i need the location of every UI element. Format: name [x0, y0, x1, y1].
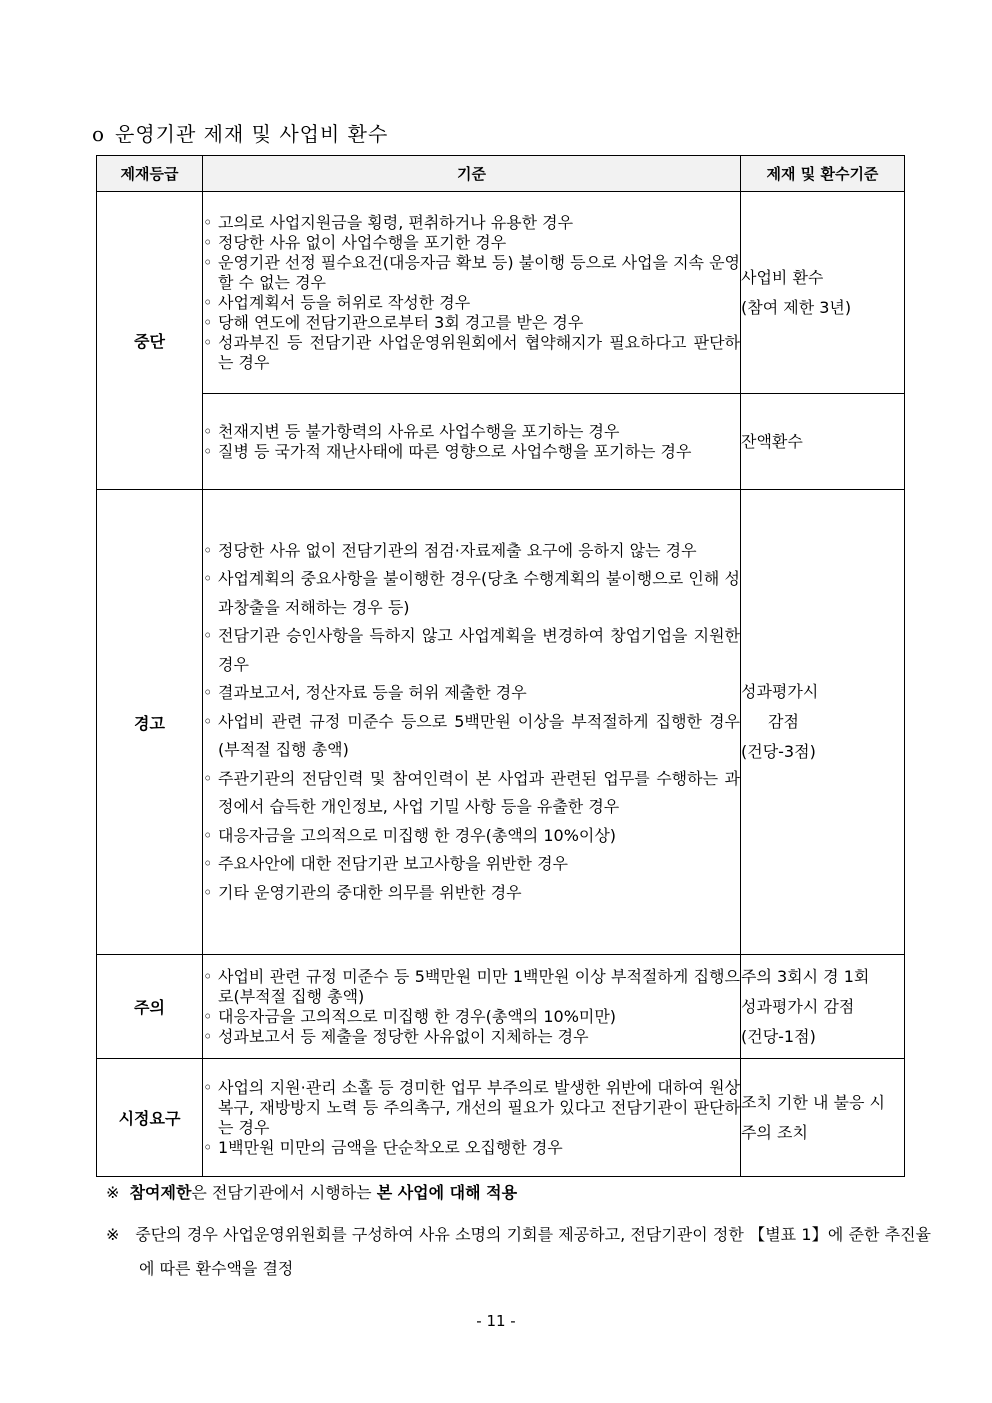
- standard-line: (건당-3점): [741, 742, 816, 761]
- criteria-list: [203, 213, 740, 373]
- criteria-cell: [203, 1059, 741, 1177]
- list-item: ◦ 질병 등 국가적 재난사태에 따른 영향으로 사업수행을 포기하는 경우: [203, 441, 692, 461]
- criteria-cell: [203, 192, 741, 394]
- standard-line: 주의 3회시 경 1회: [741, 966, 870, 986]
- note-bold-scope: 본 사업에 대해 적용: [376, 1183, 518, 1202]
- criteria-cell: [203, 394, 741, 490]
- section-marker: o: [92, 122, 106, 146]
- list-item: ◦ 사업의 지원·관리 소홀 등 경미한 업무 부주의로 발생한 위반에 대하여 원상복구, 재방방지 노력 등 주의촉구, 개선의 필요가 있다고 전담기관이 판단하는 경우: [203, 1077, 740, 1137]
- note-mark: ※: [106, 1183, 120, 1202]
- list-item: ◦ 주요사안에 대한 전담기관 보고사항을 위반한 경우: [203, 854, 569, 874]
- list-item: ◦ 사업비 관련 규정 미준수 등으로 5백만원 이상을 부적절하게 집행한 경우(부적절 집행 총액): [203, 711, 740, 760]
- grade-cell-caution: 주의: [97, 955, 203, 1059]
- list-item: ◦ 대응자금을 고의적으로 미집행 한 경우(총액의 10%이상): [203, 825, 617, 845]
- header-grade: 제재등급: [97, 156, 203, 192]
- grade-cell-correction: 시정요구: [97, 1059, 203, 1177]
- note-mark: ※: [106, 1225, 120, 1244]
- standard-line: 성과평가시 감점: [741, 996, 855, 1016]
- standard-cell: [741, 955, 905, 1059]
- standard-line: 사업비 환수: [741, 267, 824, 287]
- note-text: 은 전담기관에서 시행하는: [191, 1183, 377, 1202]
- standard-line: 잔액환수: [741, 431, 803, 451]
- list-item: ◦ 1백만원 미만의 금액을 단순착오로 오집행한 경우: [203, 1137, 563, 1157]
- list-item: ◦ 대응자금을 고의적으로 미집행 한 경우(총액의 10%미만): [203, 1006, 617, 1026]
- criteria-list: [203, 422, 740, 462]
- criteria-cell: [203, 490, 741, 955]
- list-item: ◦ 주관기관의 전담인력 및 참여인력이 본 사업과 관련된 업무를 수행하는 과정에서 습득한 개인정보, 사업 기밀 사항 등을 유출한 경우: [203, 768, 740, 817]
- table-row: [97, 1059, 905, 1177]
- table-header-row: [97, 156, 905, 192]
- page-number: - 11 -: [476, 1312, 516, 1330]
- section-title-text: 운영기관 제재 및 사업비 환수: [115, 122, 389, 146]
- standard-cell: [741, 490, 905, 955]
- note-bold-term: 참여제한: [129, 1183, 192, 1202]
- grade-cell-stop: 중단: [97, 192, 203, 490]
- grade-cell-warning: 경고: [97, 490, 203, 955]
- note-suspension: [106, 1218, 931, 1286]
- standard-line: 조치 기한 내 불응 시: [741, 1092, 885, 1112]
- list-item: ◦ 성과보고서 등 제출을 정당한 사유없이 지체하는 경우: [203, 1026, 589, 1046]
- list-item: ◦ 정당한 사유 없이 사업수행을 포기한 경우: [203, 232, 507, 252]
- sanction-table: [96, 155, 905, 1177]
- list-item: ◦ 고의로 사업지원금을 횡령, 편취하거나 유용한 경우: [203, 212, 574, 232]
- criteria-list: [203, 537, 740, 908]
- list-item: ◦ 사업계획의 중요사항을 불이행한 경우(당초 수행계획의 불이행으로 인해 성과창출을 저해하는 경우 등): [203, 569, 740, 617]
- standard-line: 감점: [768, 712, 799, 731]
- list-item: ◦ 당해 연도에 전담기관으로부터 3회 경고를 받은 경우: [203, 312, 584, 332]
- list-item: ◦ 결과보고서, 정산자료 등을 허위 제출한 경우: [203, 683, 527, 703]
- standard-line: 주의 조치: [741, 1122, 808, 1142]
- header-standard: 제재 및 환수기준: [741, 156, 905, 192]
- list-item: ◦ 운영기관 선정 필수요건(대응자금 확보 등) 불이행 등으로 사업을 지속 운영할 수 없는 경우: [203, 252, 740, 292]
- list-item: ◦ 정당한 사유 없이 전담기관의 점검·자료제출 요구에 응하지 않는 경우: [203, 540, 697, 560]
- criteria-cell: [203, 955, 741, 1059]
- standard-line: (참여 제한 3년): [741, 297, 852, 317]
- list-item: ◦ 성과부진 등 전담기관 사업운영위원회에서 협약해지가 필요하다고 판단하는 경우: [203, 332, 740, 372]
- standard-cell: [741, 1059, 905, 1177]
- list-item: ◦ 사업비 관련 규정 미준수 등 5백만원 미만 1백만원 이상 부적절하게 집행으로(부적절 집행 총액): [203, 966, 740, 1006]
- standard-cell: [741, 394, 905, 490]
- table-row: [97, 192, 905, 394]
- list-item: ◦ 전담기관 승인사항을 득하지 않고 사업계획을 변경하여 창업기업을 지원한 경우: [203, 626, 740, 674]
- header-criteria: 기준: [203, 156, 741, 192]
- standard-line: 성과평가시: [741, 682, 819, 701]
- list-item: ◦ 천재지변 등 불가항력의 사유로 사업수행을 포기하는 경우: [203, 421, 620, 441]
- note-text: 중단의 경우 사업운영위원회를 구성하여 사유 소명의 기회를 제공하고, 전담기관이 정한 【별표 1】에 준한 추진율에 따른 환수액을 결정: [135, 1225, 932, 1278]
- table-row: [97, 955, 905, 1059]
- standard-line: (건당-1점): [741, 1026, 816, 1046]
- list-item: ◦ 사업계획서 등을 허위로 작성한 경우: [203, 292, 471, 312]
- note-participation-restriction: [106, 1181, 906, 1205]
- section-title: [92, 118, 388, 147]
- list-item: ◦ 기타 운영기관의 중대한 의무를 위반한 경우: [203, 882, 522, 902]
- table-row: [97, 394, 905, 490]
- table-row: [97, 490, 905, 955]
- criteria-list: [203, 967, 740, 1047]
- standard-cell: [741, 192, 905, 394]
- criteria-list: [203, 1078, 740, 1158]
